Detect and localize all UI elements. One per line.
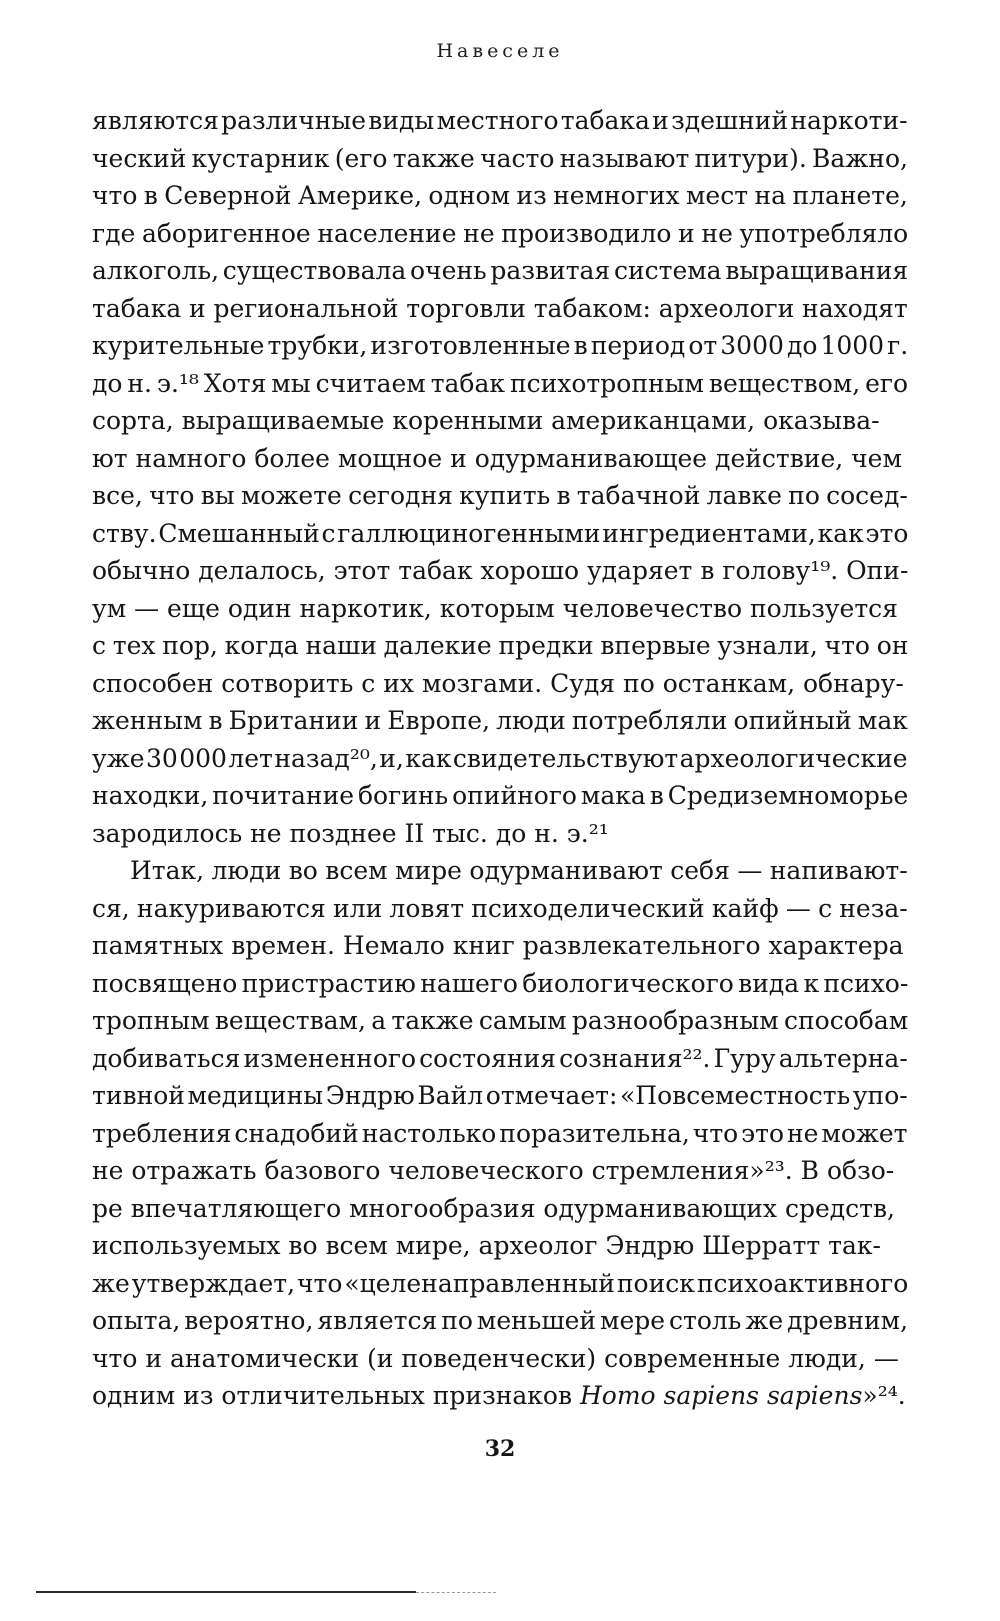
running-head: Навеселе [436,40,564,62]
text-line: что в Северной Америке, одном из немногих мест на планете, [92,181,908,210]
text-line: являются различные виды местного табака и здешний наркоти- [92,106,908,135]
text-line: женным в Британии и Европе, люди потребляли опийный мак [92,706,908,735]
text-line: табака и региональной торговли табаком: археологи находят [92,293,908,323]
text-line: все, что вы можете сегодня купить в табачной лавке по сосед- [92,481,908,510]
text-line: алкоголь, существовала очень развитая система выращивания [92,256,909,285]
text-line: ся, накуриваются или ловят психоделический кайф — с неза- [92,893,908,923]
text-line: курительные трубки, изготовленные в период от 3000 до 1000 г. [92,331,909,360]
page-number: 32 [484,1436,516,1462]
text-line: ре впечатляющего многообразия одурманивающих средств, [92,1193,896,1223]
text-line: с тех пор, когда наши далекие предки впервые узнали, что он [92,631,909,660]
text-line: обычно делалось, этот табак хорошо ударяет в голову¹⁹. Опи- [92,556,909,585]
text-line: до н. э.¹⁸ Хотя мы считаем табак психотропным веществом, его [92,368,909,398]
text-line: уже 30 000 лет назад²⁰, и, как свидетельствуют археологические [92,743,908,773]
body-text [92,102,908,1415]
species-name-italic: Homo sapiens sapiens [579,1381,863,1410]
text-line: Итак, люди во всем мире одурманивают себя — напивают- [130,856,908,885]
text-line: одним из отличительных признаков Homo sapiens sapiens»²⁴. [92,1381,906,1410]
text-line: способен сотворить с их мозгами. Судя по останкам, обнару- [92,668,904,698]
bottom-edge-rule-faint [416,1592,496,1593]
text-line: находки, почитание богинь опийного мака в Средиземноморье [92,781,909,810]
text-line: используемых во всем мире, археолог Эндрю Шерратт так- [92,1231,881,1260]
text-line: ют намного более мощное и одурманивающее действие, чем [92,443,902,473]
text-line: посвящено пристрастию нашего биологического вида к психо- [92,968,909,998]
text-line: ческий кустарник (его также часто называют питури). Важно, [92,143,908,173]
text-line: тивной медицины Эндрю Вайл отмечает: «Повсеместность упо- [92,1081,908,1110]
text-line: же утверждает, что «целенаправленный поиск психоактивного [92,1268,909,1298]
text-line: ству. Смешанный с галлюциногенными ингредиентами, как это [92,518,909,548]
text-line: ум — еще один наркотик, которым человечество пользуется [92,593,898,623]
text-line: тропным веществам, а также самым разнообразным способам [92,1006,909,1035]
text-line: что и анатомически (и поведенчески) современные люди, — [92,1343,899,1373]
text-line: памятных времен. Немало книг развлекательного характера [92,931,904,960]
text-line: сорта, выращиваемые коренными американцами, оказыва- [92,406,880,435]
text-line: не отражать базового человеческого стремления»²³. В обзо- [92,1156,895,1185]
bottom-edge-rule [36,1591,416,1593]
text-line: зародилось не позднее II тыс. до н. э.²¹ [92,818,609,848]
text-line: где аборигенное население не производило и не употребляло [92,218,909,248]
text-line: опыта, вероятно, является по меньшей мере столь же древним, [92,1306,909,1335]
text-line: требления снадобий настолько поразительна, что это не может [92,1118,908,1148]
text-line: добиваться измененного состояния сознания²². Гуру альтерна- [92,1043,908,1073]
